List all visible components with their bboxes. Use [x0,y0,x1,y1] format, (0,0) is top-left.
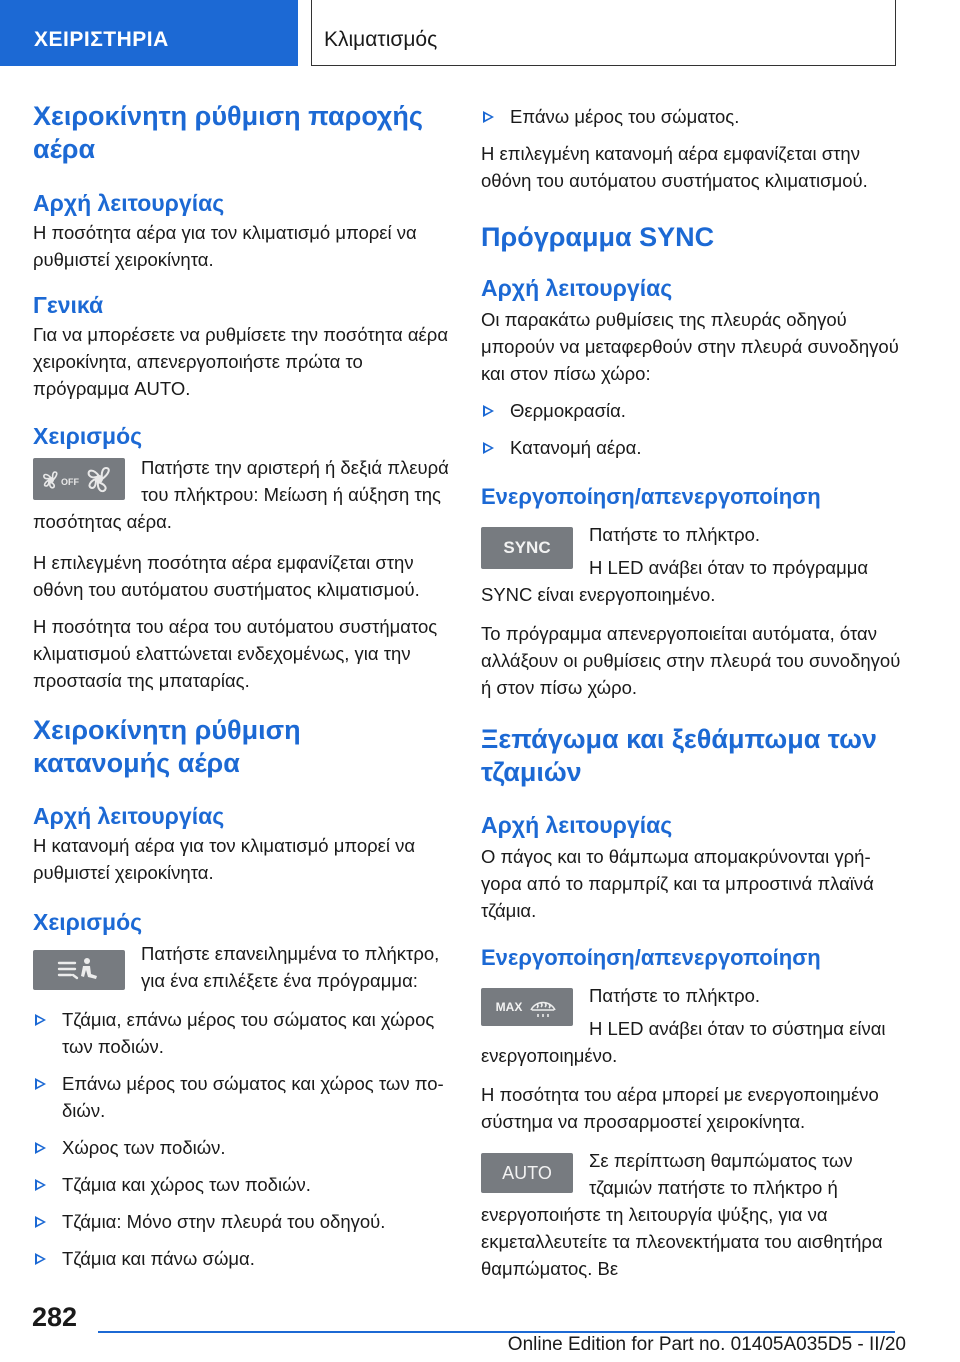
paragraph: Η ποσότητα του αέρα μπορεί με ενεργοποιημένο σύστημα να προσαρμοστεί χειροκίνητα. [481,1084,879,1132]
paragraph: Η LED ανάβει όταν το πρόγραμμα SYNC είναι ενεργοποιημένο. [481,557,869,605]
chapter-title: Κλιματισμός [324,28,438,51]
list-item: Επάνω μέρος του σώματος. [481,103,901,130]
heading-general: Γενικά [33,292,104,318]
paragraph: Για να μπορέσετε να ρυθμίσετε την ποσότητα αέρα χειροκίνητα, απενεργοποιήστε πρώτα το πρόγραμμα AUTO. [33,324,449,399]
heading-principle: Αρχή λειτουργίας [33,803,225,829]
footer-divider [98,1331,895,1333]
fan-speed-button-icon [33,458,125,500]
paragraph: Σε περίπτωση θαμπώματος των τζαμιών πατήστε το πλήκτρο ή ενεργοποιήστε τη λειτουργία ψύξης, για να εκμεταλλευτείτε τα πλεονεκτήματα του αισθητήρα θαμπώματος. Βε [481,1150,883,1279]
heading-principle: Αρχή λειτουργίας [481,812,673,838]
page-header [0,0,960,66]
paragraph: Πατήστε το πλήκτρο. [589,524,761,545]
section-title-air-distribution: Χειροκίνητη ρύθμιση κατανομής αέρα [33,715,301,778]
list-item: Τζάμια και χώρος των ποδιών. [33,1171,453,1198]
section-title-defrost: Ξεπάγωμα και ξεθάμπωμα των τζαμιών [481,724,877,787]
list-item: Τζάμια και πάνω σώμα. [33,1245,453,1272]
triangle-bullet-icon [35,1142,46,1154]
paragraph: Η επιλεγμένη ποσότητα αέρα εμφανίζεται στην οθόνη του αυτόματου συστήματος κλιματισμού. [33,552,420,600]
list-item: Κατανομή αέρα. [481,434,901,461]
auto-button-block [481,1147,901,1282]
heading-on-off: Ενεργοποίηση/απενεργοποίηση [481,484,821,509]
paragraph: Πατήστε επανειλημμένα το πλήκτρο, για ένα επιλέξετε ένα πρόγραμμα: [141,943,440,991]
right-column [481,100,901,1282]
sync-list [481,397,901,461]
section-title-air-flow: Χειροκίνητη ρύθμιση παροχής αέρα [33,101,423,164]
triangle-bullet-icon [35,1216,46,1228]
list-item: Τζάμια, επάνω μέρος του σώματος και χώρος των ποδιών. [33,1006,453,1060]
fan-button-block [33,454,453,535]
list-item: Τζάμια: Μόνο στην πλευρά του οδηγού. [33,1208,453,1235]
left-column [33,100,453,1272]
paragraph: Πατήστε την αριστερή ή δεξιά πλευρά του πλήκτρου: Μείωση ή αύξηση της ποσότητας αέρα. [33,457,449,532]
footer-edition: Online Edition for Part no. 01405A035D5 - II/20 [507,1334,906,1355]
triangle-bullet-icon [483,442,494,454]
page-number: 282 [32,1302,78,1332]
auto-button-icon: AUTO [481,1153,573,1193]
paragraph: Η LED ανάβει όταν το σύστημα είναι ενεργοποιημένο. [481,1018,886,1066]
heading-principle: Αρχή λειτουργίας [481,275,673,301]
max-button-block [481,982,901,1069]
air-distribution-button-icon [33,950,125,990]
paragraph: Η ποσότητα του αέρα του αυτόματου συστήματος κλιματισμού ελαττώνεται ενδεχομένως, για την προστασία της μπαταρίας. [33,616,438,691]
paragraph: Οι παρακάτω ρυθμίσεις της πλευράς οδηγού μπορούν να μεταφερθούν στην πλευρά συνοδηγού και στον πίσω χώρο: [481,309,899,384]
list-item: Θερμοκρασία. [481,397,901,424]
distribution-button-block [33,940,453,996]
paragraph: Πατήστε το πλήκτρο. [589,985,761,1006]
list-item: Χώρος των ποδιών. [33,1134,453,1161]
triangle-bullet-icon [35,1253,46,1265]
triangle-bullet-icon [483,111,494,123]
max-defrost-button-icon: MAX [481,988,573,1026]
sync-button-icon: SYNC [481,527,573,569]
svg-text:OFF: OFF [61,477,79,487]
paragraph: Ο πάγος και το θάμπωμα απομακρύνονται γρήγορα από το παρμπρίζ και τα μπροστινά πλαϊνά τζάμια. [481,846,874,921]
triangle-bullet-icon [35,1078,46,1090]
list-item: Επάνω μέρος του σώματος και χώρος των ποδιών. [33,1070,453,1124]
chapter-box [311,0,896,66]
paragraph: Η επιλεγμένη κατανομή αέρα εμφανίζεται στην οθόνη του αυτόματου συστήματος κλιματισμού. [481,143,868,191]
triangle-bullet-icon [35,1179,46,1191]
heading-principle: Αρχή λειτουργίας [33,190,225,216]
heading-operation: Χειρισμός [33,423,143,449]
sync-button-block [481,521,901,608]
paragraph: Η ποσότητα αέρα για τον κλιματισμό μπορεί να ρυθμιστεί χειροκίνητα. [33,222,417,270]
heading-on-off: Ενεργοποίηση/απενεργοποίηση [481,945,821,970]
section-tab: ΧΕΙΡΙΣΤΗΡΙΑ [0,0,298,66]
distribution-program-list-cont [481,103,901,130]
triangle-bullet-icon [35,1014,46,1026]
heading-operation: Χειρισμός [33,909,143,935]
triangle-bullet-icon [483,405,494,417]
section-title-sync: Πρόγραμμα SYNC [481,222,715,252]
paragraph: Η κατανομή αέρα για τον κλιματισμό μπορεί να ρυθμιστεί χειροκίνητα. [33,835,416,883]
paragraph: Το πρόγραμμα απενεργοποιείται αυτόματα, όταν αλλάξουν οι ρυθμίσεις στην πλευρά του συνοδηγού ή στον πίσω χώρο. [481,623,901,698]
distribution-program-list [33,1006,453,1272]
